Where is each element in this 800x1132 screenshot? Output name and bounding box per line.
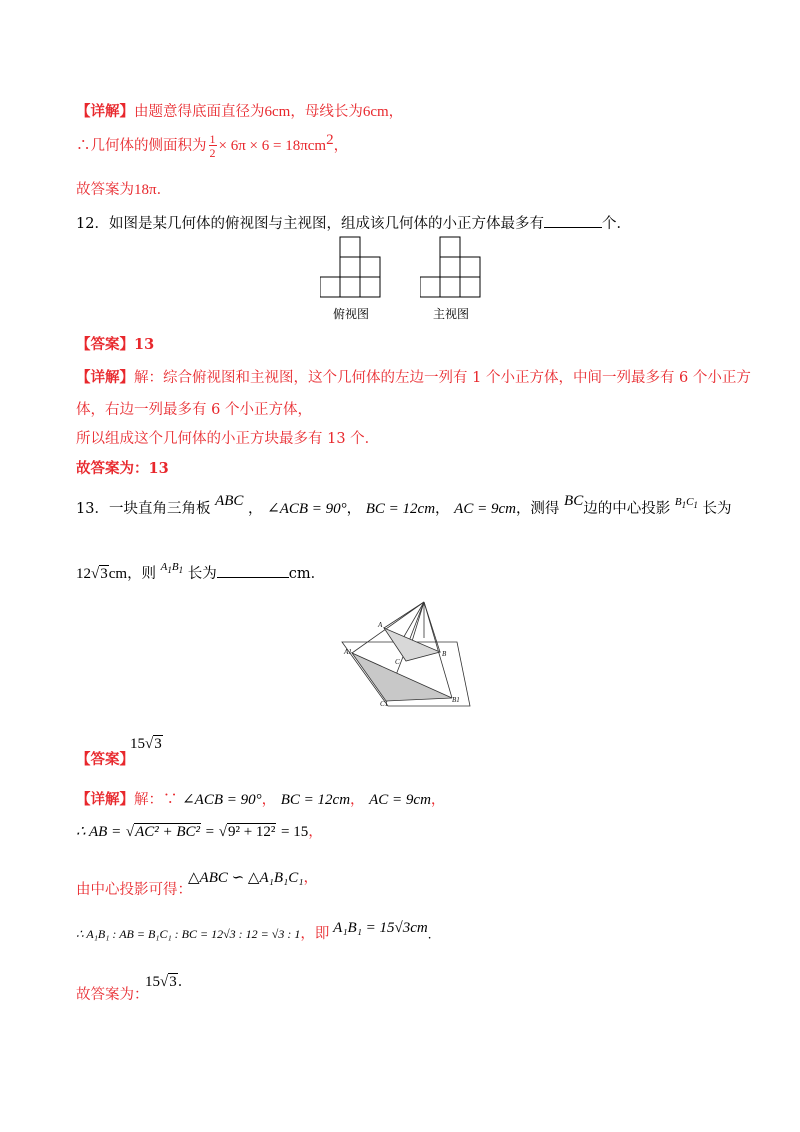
label-B: B bbox=[442, 650, 447, 658]
fraction: $\frac{1}{2}$ bbox=[209, 131, 216, 160]
q13-question-line2: 12√3cm，则 $^{A_1B_1}$ 长为 cm． bbox=[76, 561, 326, 582]
q13-final-answer: 故答案为： bbox=[76, 987, 149, 1003]
q13-similar: △ABC ∽ △A₁B₁C₁， bbox=[188, 870, 318, 886]
central-projection-figure bbox=[332, 598, 472, 710]
q12-final-answer: 故答案为：13 bbox=[76, 460, 169, 477]
label-C: C bbox=[395, 658, 400, 666]
label-A: A bbox=[378, 621, 383, 629]
q11-answer-line: 故答案为18π． bbox=[76, 182, 172, 198]
answer-blank bbox=[217, 563, 289, 578]
q13-question-line1: 13．一块直角三角板 ABC ， ∠ACB = 90°， BC = 12cm， AC = 9cm，测得 BC边的中心投影 $^{B_1C_1}$ 长为 bbox=[76, 493, 732, 517]
q11-detail-line: 【详解】由题意得底面直径为6cm，母线长为6cm， bbox=[76, 103, 404, 120]
q13-ab-line: ∴ AB = √AC² + BC² = √9² + 12² = 15， bbox=[76, 824, 323, 840]
label-B1: B1 bbox=[452, 696, 460, 704]
label-A1: A1 bbox=[344, 648, 352, 656]
detail-tag: 【详解】 bbox=[76, 103, 134, 120]
q13-answer: 【答案】 bbox=[76, 751, 134, 768]
q13-projection-line: 由中心投影可得： bbox=[76, 882, 192, 898]
q12-answer: 【答案】13 bbox=[76, 336, 155, 353]
q13-ratio-line: ∴ A₁B₁ : AB = B₁C₁ : BC = 12√3 : 12 = √3 : 1，即 A₁B₁ = 15√3cm． bbox=[76, 920, 440, 942]
q12-detail-line2: 体，右边一列最多有 6 个小正方体， bbox=[76, 402, 312, 418]
caption-front-view: 主视图 bbox=[433, 307, 470, 321]
q12-question: 12．如图是某几何体的俯视图与主视图，组成该几何体的小正方体最多有 个． bbox=[76, 212, 631, 233]
q12-detail-line3: 所以组成这个几何体的小正方块最多有 13 个． bbox=[76, 431, 380, 447]
q12-detail-line1: 【详解】解：综合俯视图和主视图，这个几何体的左边一列有 1 个小正方体，中间一列最多有 6 个小正方 bbox=[76, 369, 751, 386]
front-view-figure bbox=[420, 236, 482, 300]
answer-blank bbox=[544, 213, 602, 228]
caption-top-view: 俯视图 bbox=[333, 307, 370, 321]
top-view-figure bbox=[320, 236, 382, 300]
q13-answer-value: 15√3 bbox=[130, 736, 162, 752]
label-C1: C1 bbox=[380, 700, 389, 708]
q13-detail-line1: 【详解】解：∵ ∠ACB = 90°， BC = 12cm， AC = 9cm， bbox=[76, 791, 446, 808]
q13-final-value: 15√3． bbox=[145, 974, 193, 990]
q11-area-line: ∴几何体的侧面积为 $\frac{1}{2}$ × 6π × 6 = 18πcm$^2$， bbox=[76, 131, 349, 160]
